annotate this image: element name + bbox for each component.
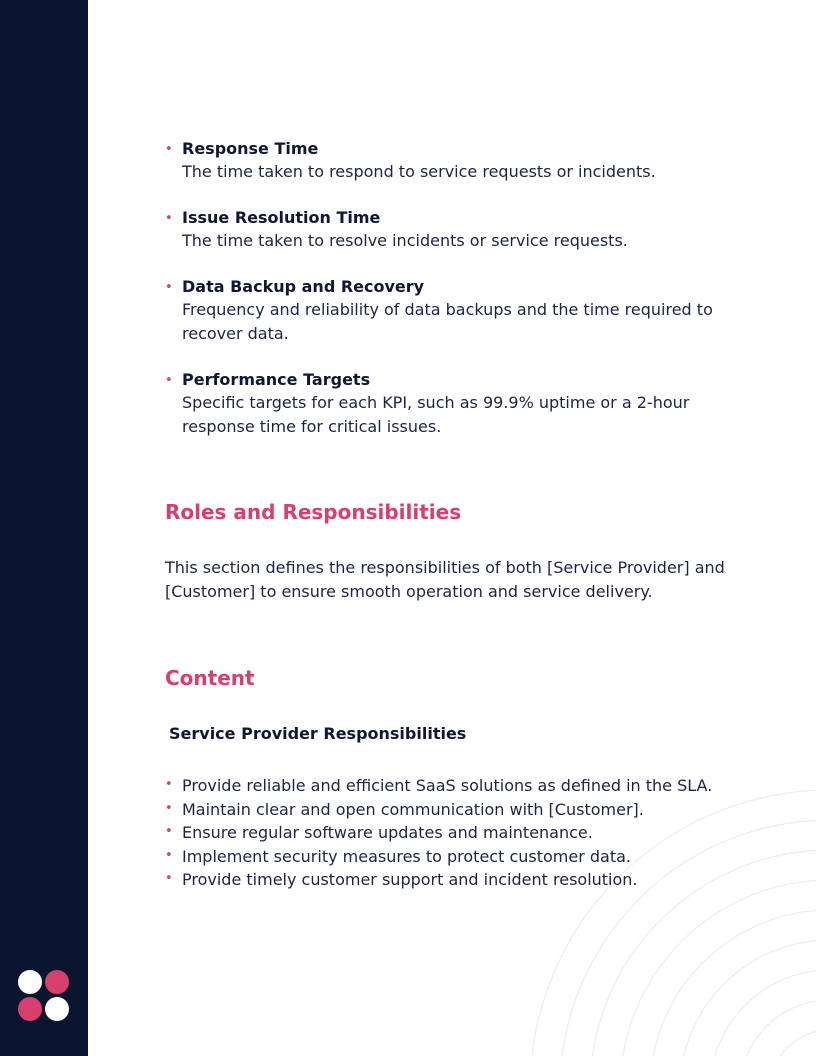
logo-dot-white	[18, 970, 42, 994]
kpi-title: Data Backup and Recovery	[182, 277, 425, 296]
bullet-icon: •	[165, 777, 173, 792]
kpi-title: Performance Targets	[182, 370, 371, 389]
four-dot-logo	[18, 970, 70, 1022]
bullet-icon: •	[165, 824, 173, 839]
list-item	[165, 207, 735, 253]
kpi-list	[165, 138, 735, 439]
bullet-icon: •	[165, 211, 173, 226]
bullet-icon: •	[165, 800, 173, 816]
kpi-description: Frequency and reliability of data backups and the time required to recover data.	[182, 300, 713, 343]
bullet-icon: •	[165, 847, 173, 863]
bullet-icon: •	[165, 373, 173, 388]
list-item	[165, 821, 735, 845]
list-item	[165, 774, 735, 798]
list-item	[165, 845, 735, 869]
responsibilities-list	[165, 774, 735, 892]
logo-dot-pink	[45, 970, 69, 994]
bullet-icon: •	[165, 280, 173, 295]
list-item	[165, 276, 735, 346]
list-item-text: Ensure regular software updates and maintenance.	[182, 823, 593, 842]
kpi-title: Issue Resolution Time	[182, 208, 381, 227]
document-body	[165, 138, 735, 892]
logo-dot-pink	[18, 997, 42, 1021]
roles-heading: Roles and Responsibilities	[165, 500, 462, 524]
content-heading: Content	[165, 666, 255, 690]
kpi-description: The time taken to resolve incidents or service requests.	[182, 231, 628, 250]
roles-body: This section defines the responsibilities of both [Service Provider] and [Customer] to ensure smooth operation and service delivery.	[165, 558, 725, 601]
list-item-text: Provide timely customer support and incident resolution.	[182, 870, 638, 889]
list-item	[165, 138, 735, 184]
list-item	[165, 369, 735, 439]
list-item-text: Provide reliable and efficient SaaS solutions as defined in the SLA.	[182, 776, 713, 795]
kpi-description: Specific targets for each KPI, such as 99.9% uptime or a 2-hour response time for critical issues.	[182, 393, 690, 436]
bullet-icon: •	[165, 142, 173, 157]
list-item-text: Maintain clear and open communication with [Customer].	[182, 799, 644, 819]
bullet-icon: •	[165, 871, 173, 886]
list-item	[165, 798, 735, 822]
logo-dot-white	[45, 997, 69, 1021]
kpi-description: The time taken to respond to service requests or incidents.	[182, 162, 656, 181]
list-item-text: Implement security measures to protect customer data.	[182, 846, 631, 866]
kpi-title: Response Time	[182, 139, 319, 158]
sidebar	[0, 0, 88, 1056]
list-item	[165, 868, 735, 892]
provider-subheading: Service Provider Responsibilities	[169, 724, 467, 743]
